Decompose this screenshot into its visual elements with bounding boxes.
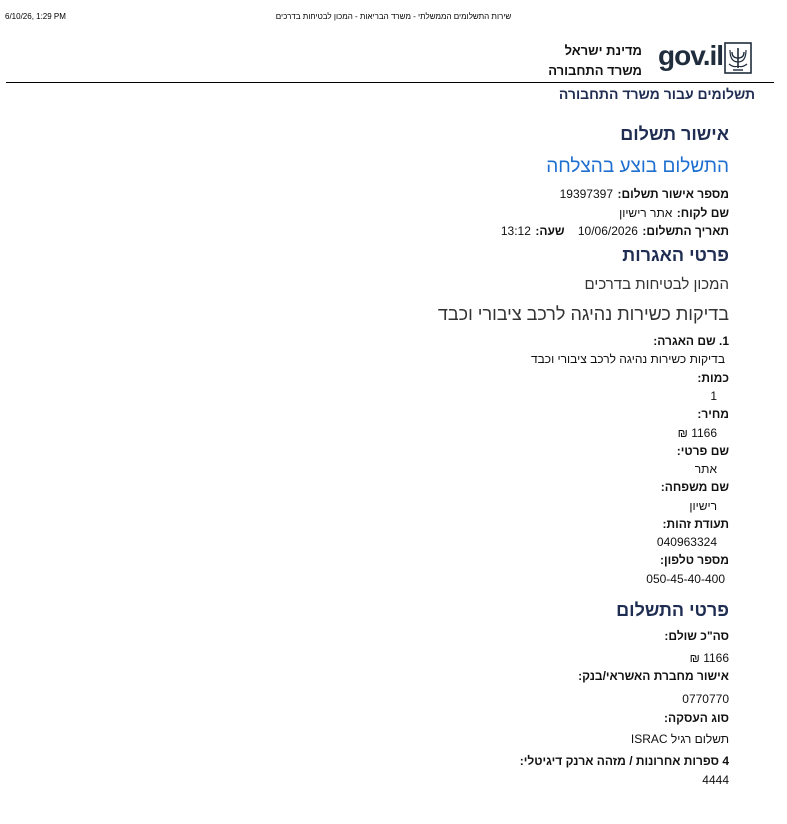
transaction-type-value: תשלום רגיל ISRAC (630, 732, 729, 746)
price-value: 1166 ₪ (677, 426, 717, 440)
fees-institute: המכון לבטיחות בדרכים (584, 276, 729, 293)
credit-approval-value: 0770770 (682, 692, 729, 706)
ministry-name (548, 41, 642, 81)
fees-heading: פרטי האגרות (622, 245, 729, 265)
fee-name-label: 1. שם האגרה: (653, 334, 729, 348)
price-label: מחיר: (697, 407, 729, 421)
card-digits-label: 4 ספרות אחרונות / מזהה ארנק דיגיטלי: (519, 754, 729, 768)
quantity-label: כמות: (697, 371, 729, 385)
ministry-line2: משרד התחבורה (548, 63, 642, 78)
quantity-value: 1 (710, 389, 717, 403)
govil-logo: gov.il (658, 40, 724, 71)
approval-number-value: 19397397 (559, 187, 613, 201)
approval-number-row (560, 185, 729, 203)
print-title: שירות התשלומים הממשלתי - משרד הבריאות - המכון לבטיחות בדרכים (275, 12, 512, 21)
payment-time-value: 13:12 (500, 224, 531, 238)
state-emblem-icon (724, 42, 752, 74)
fee-name-value: בדיקות כשירות נהיגה לרכב ציבורי וכבד (530, 352, 725, 366)
header-divider (6, 82, 774, 83)
payment-date-value: 10/06/2026 (577, 224, 638, 238)
payment-date-label: תאריך התשלום: (642, 224, 729, 238)
payment-heading: פרטי התשלום (616, 600, 729, 620)
customer-name-label: שם לקוח: (676, 206, 729, 220)
print-header (0, 10, 787, 24)
credit-approval-label: אישור מחברת האשראי/בנק: (578, 669, 729, 683)
first-name-value: אתר (694, 462, 717, 476)
last-name-value: רישיון (689, 499, 717, 513)
last-name-label: שם משפחה: (660, 480, 729, 494)
approval-number-label: מספר אישור תשלום: (617, 187, 729, 201)
gov-header (0, 38, 787, 82)
first-name-label: שם פרטי: (676, 444, 729, 458)
total-paid-label: סה"כ שולם: (664, 629, 729, 643)
payment-date-row (501, 222, 729, 240)
page-subtitle: תשלומים עבור משרד התחבורה (558, 86, 755, 102)
print-date: 6/10/26, 1:29 PM (5, 12, 66, 21)
fees-service: בדיקות כשירות נהיגה לרכב ציבורי וכבד (437, 304, 729, 324)
id-number-value: 040963324 (656, 535, 717, 549)
success-message: התשלום בוצע בהצלחה (546, 156, 729, 177)
total-paid-value: 1166 ₪ (689, 651, 729, 665)
customer-name-row (619, 204, 729, 222)
card-digits-value: 4444 (702, 773, 729, 787)
confirmation-heading: אישור תשלום (620, 124, 729, 144)
transaction-type-label: סוג העסקה: (664, 711, 729, 725)
payment-time-label: שעה: (535, 224, 565, 238)
customer-name-value: אתר רישיון (619, 206, 673, 220)
phone-value: 050-45-40-400 (646, 572, 725, 586)
id-number-label: תעודת זהות: (662, 517, 729, 531)
ministry-line1: מדינת ישראל (564, 43, 642, 58)
phone-label: מספר טלפון: (660, 553, 729, 567)
